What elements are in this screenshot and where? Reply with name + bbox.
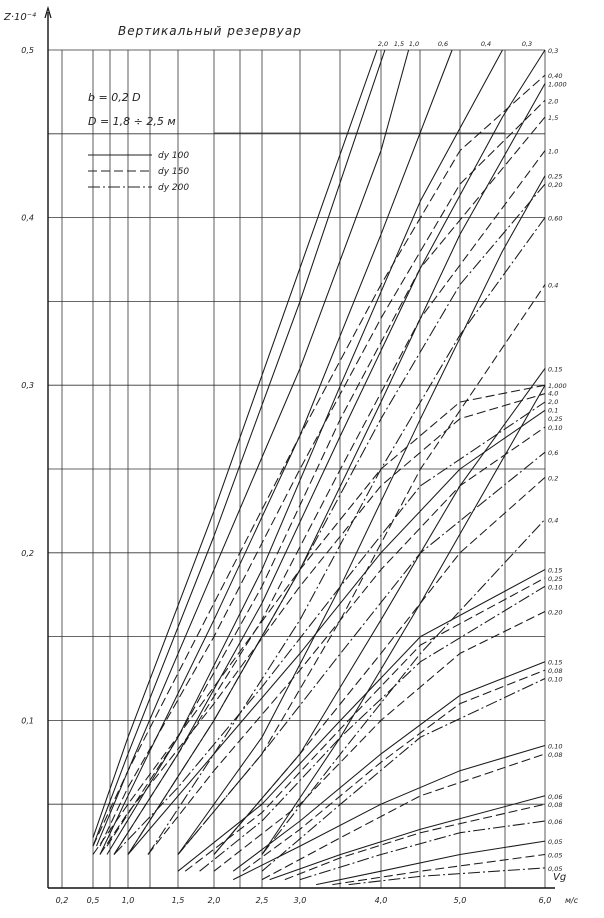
series-line: [148, 218, 545, 855]
top-curve-label: 0,3: [521, 40, 533, 48]
series-line: [214, 477, 545, 854]
note-d: D = 1,8 ÷ 2,5 м: [88, 115, 176, 128]
notes-box: [88, 91, 176, 128]
series-end-label: 0,10: [548, 675, 563, 684]
top-curve-label: 2,0: [377, 40, 389, 48]
x-axis-label: Vg: [553, 872, 567, 883]
y-tick-label: 0,1: [21, 716, 34, 726]
series-line: [214, 368, 545, 854]
series-end-label: 0,25: [548, 574, 563, 583]
top-curve-label: 1,0: [408, 40, 420, 48]
series-end-label: 0,10: [548, 583, 563, 592]
x-tick-label: 0,2: [55, 896, 69, 905]
y-tick-label: 0,2: [21, 548, 34, 558]
x-tick-label: 6,0: [538, 896, 552, 905]
series-line: [285, 804, 545, 879]
x-tick-label: 2,0: [207, 896, 221, 905]
y-tick-label: 0,3: [21, 381, 34, 391]
series-line: [262, 679, 545, 872]
top-curve-label: 0,4: [480, 40, 492, 48]
series-end-label: 0,20: [548, 181, 563, 190]
series-end-label: 4,0: [548, 389, 559, 398]
series-end-label: 0,40: [548, 72, 563, 81]
series-line: [128, 410, 545, 854]
series-line: [93, 50, 385, 846]
series-line: [100, 394, 545, 855]
series-end-label: 0,05: [548, 851, 563, 860]
series-end-label: 0,4: [548, 281, 559, 290]
series-line: [316, 841, 545, 885]
x-tick-label: 3,0: [293, 896, 307, 905]
series-line: [214, 612, 545, 872]
series-end-label: 0,06: [548, 792, 563, 801]
top-curve-label: 0,6: [437, 40, 449, 48]
x-tick-label: 4,0: [374, 896, 388, 905]
series-line: [128, 184, 545, 854]
series-end-label: 0,25: [548, 172, 563, 181]
y-tick-label: 0,5: [21, 46, 34, 55]
series-end-label: 0,05: [548, 838, 563, 847]
series-end-label: 1,000: [548, 382, 567, 391]
legend-label-200: dу 200: [158, 183, 190, 193]
series-line: [178, 176, 545, 855]
series-end-label: 0,08: [548, 801, 563, 810]
series-end-label: 0,20: [548, 608, 563, 617]
series-line: [178, 452, 545, 854]
series-end-label: 0,10: [548, 424, 563, 433]
top-curve-label: 1,5: [393, 40, 405, 48]
series-end-label: 0,08: [548, 667, 563, 676]
legend: [88, 151, 189, 193]
series-line: [262, 385, 545, 854]
x-tick-label: 0,5: [86, 896, 100, 905]
y-tick-label: 0,4: [21, 213, 34, 223]
x-tick-label: 5,0: [453, 896, 467, 905]
x-tick-label: 2,5: [255, 896, 269, 905]
series-end-label: 0,4: [548, 516, 559, 525]
top-labels: [378, 40, 532, 48]
series-end-label: 0,10: [548, 742, 563, 751]
y-axis-label: Z·10⁻⁴: [4, 12, 37, 23]
series-end-label: 0,2: [548, 474, 559, 483]
x-tick-label: 1,5: [171, 896, 185, 905]
series-line: [114, 402, 545, 855]
series-line: [243, 670, 545, 871]
series-end-label: 0,05: [548, 864, 563, 873]
series-line: [178, 285, 545, 855]
series-end-label: 0,25: [548, 414, 563, 423]
series-end-label: 2,0: [548, 398, 559, 407]
note-b: b = 0,2 D: [88, 91, 141, 104]
series-end-label: 0,15: [548, 365, 563, 374]
series-end-label: 1,0: [548, 147, 559, 156]
x-tick-label: 1,0: [121, 896, 135, 905]
tick-labels: [21, 46, 551, 905]
series-end-label: 0,3: [548, 47, 559, 55]
series-end-label: 0,08: [548, 750, 563, 759]
series-end-label: 1,5: [548, 114, 559, 123]
chart-title: Вертикальный резервуар: [118, 24, 302, 38]
series-end-label: 0,1: [548, 406, 559, 415]
series-end-label: 0,06: [548, 817, 563, 826]
series-line: [349, 868, 545, 885]
series-end-label: 0,15: [548, 566, 563, 575]
series-end-label: 2,0: [548, 97, 559, 106]
series-end-label: 0,6: [548, 449, 559, 458]
series-end-label: 0,60: [548, 214, 563, 223]
series-line: [107, 117, 545, 846]
series-line: [100, 50, 452, 855]
series-line: [270, 796, 545, 880]
end-labels: [548, 47, 567, 873]
legend-label-100: dу 100: [158, 151, 190, 161]
legend-label-150: dу 150: [158, 167, 190, 177]
series-end-label: 0,15: [548, 658, 563, 667]
x-axis-unit: м/с: [565, 896, 579, 905]
series-end-label: 1,000: [548, 80, 567, 89]
